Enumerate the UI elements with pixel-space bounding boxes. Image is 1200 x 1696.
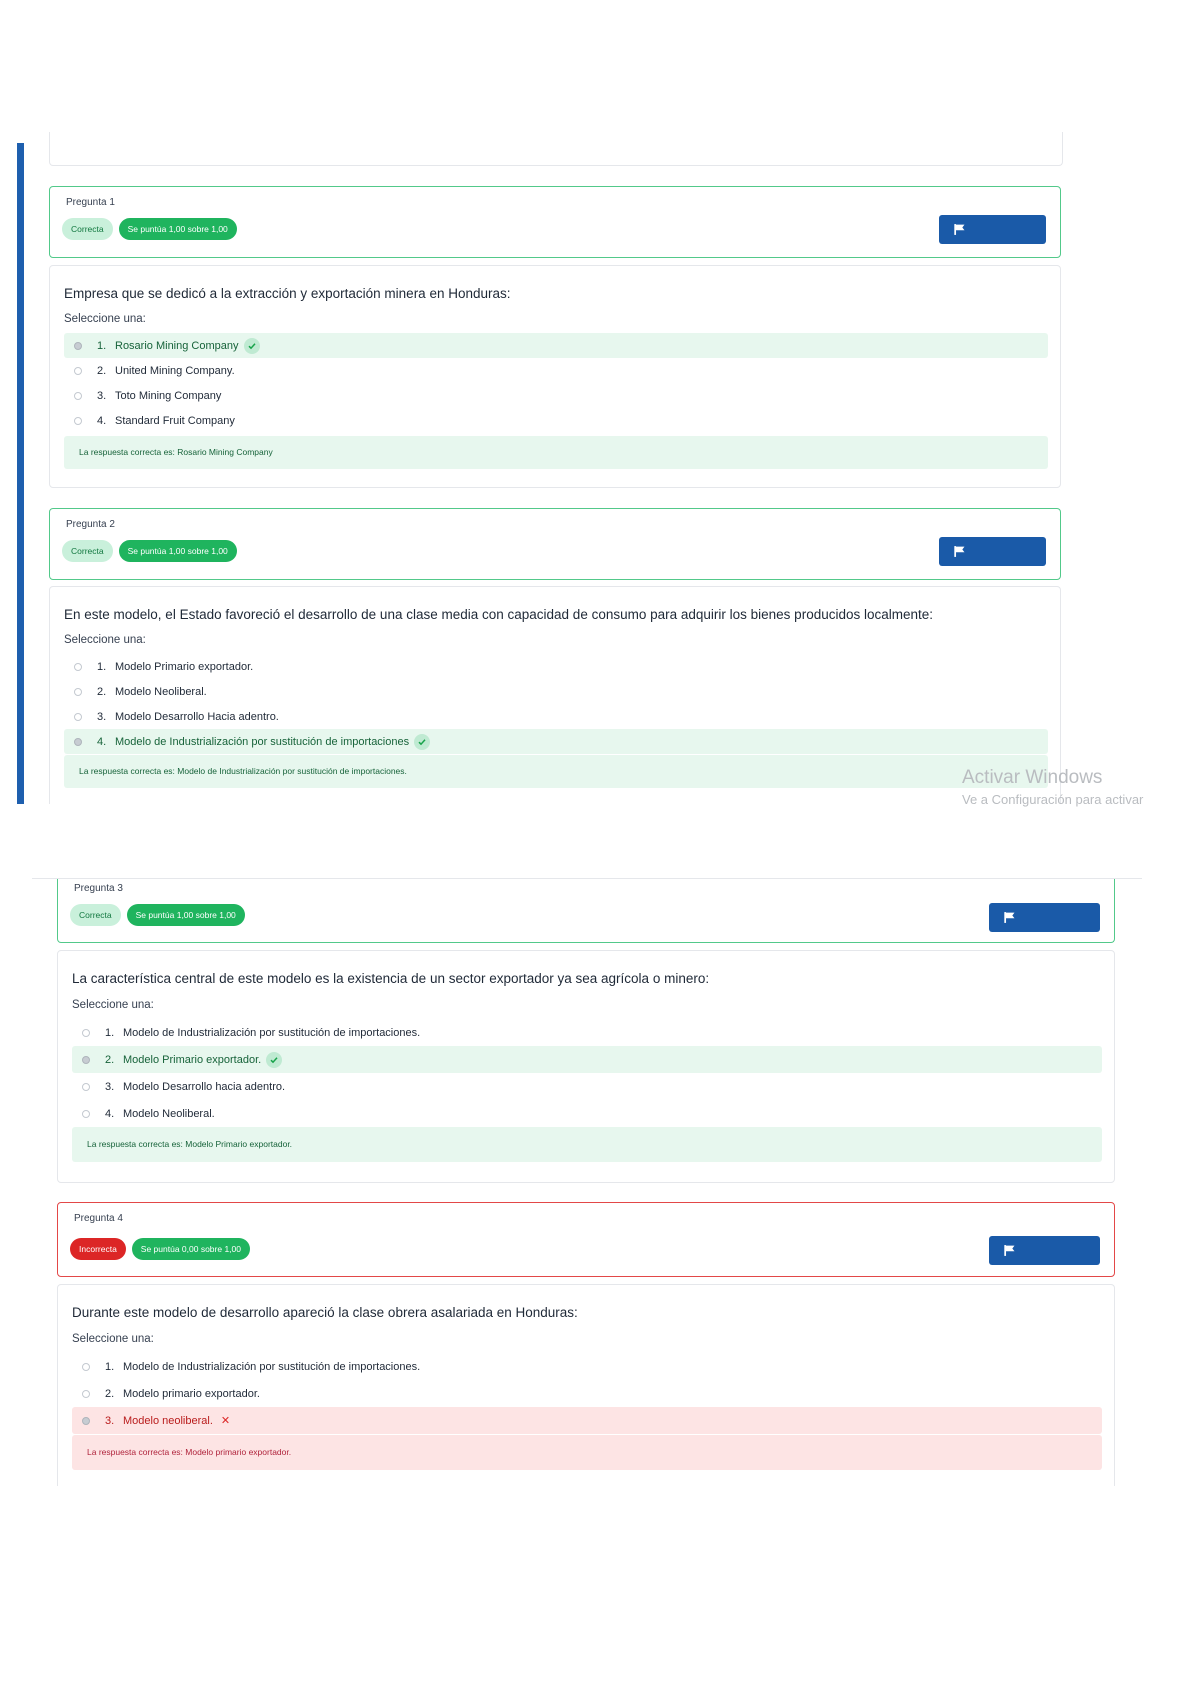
option-3[interactable] — [64, 704, 1048, 729]
question-prompt: Seleccione una: — [64, 634, 146, 646]
options-list — [72, 1353, 1102, 1434]
option-number: 1. — [105, 1026, 115, 1039]
radio-icon[interactable] — [74, 713, 82, 721]
check-icon — [244, 338, 260, 354]
score-badge: Se puntúa 1,00 sobre 1,00 — [119, 540, 237, 562]
status-badge: Correcta — [70, 904, 121, 926]
option-label: Modelo neoliberal. — [123, 1414, 213, 1427]
question-text: En este modelo, el Estado favoreció el desarrollo de una clase media con capacidad de consumo para adquirir los bienes producidos localmente: — [64, 607, 934, 622]
check-icon — [414, 734, 430, 750]
flag-question-button[interactable] — [939, 215, 1046, 244]
radio-icon[interactable] — [82, 1363, 90, 1371]
flag-question-button[interactable] — [989, 903, 1100, 932]
option-1[interactable] — [64, 333, 1048, 358]
option-1[interactable] — [72, 1019, 1102, 1046]
radio-icon[interactable] — [82, 1083, 90, 1091]
option-3[interactable] — [64, 383, 1048, 408]
left-accent-bar — [17, 143, 24, 804]
option-2[interactable] — [72, 1380, 1102, 1407]
check-icon — [266, 1052, 282, 1068]
flag-icon — [953, 223, 966, 236]
status-badge: Incorrecta — [70, 1238, 126, 1260]
option-number: 3. — [105, 1414, 115, 1427]
watermark-title: Activar Windows — [962, 767, 1103, 788]
option-label: Modelo Primario exportador. — [123, 1053, 262, 1066]
status-badge: Correcta — [62, 218, 113, 240]
option-label: Modelo Desarrollo Hacia adentro. — [115, 710, 279, 723]
option-label: Modelo de Industrialización por sustitución de importaciones — [115, 735, 410, 748]
option-label: Rosario Mining Company — [115, 339, 239, 352]
option-number: 2. — [97, 685, 107, 698]
option-label: Toto Mining Company — [115, 389, 222, 402]
option-number: 3. — [97, 389, 107, 402]
score-badge: Se puntúa 1,00 sobre 1,00 — [127, 904, 245, 926]
flag-question-button[interactable] — [939, 537, 1046, 566]
option-number: 4. — [97, 735, 107, 748]
option-2[interactable] — [64, 358, 1048, 383]
radio-icon[interactable] — [74, 417, 82, 425]
question-2-header — [49, 508, 1061, 580]
radio-icon[interactable] — [74, 367, 82, 375]
score-badge: Se puntúa 1,00 sobre 1,00 — [119, 218, 237, 240]
radio-icon[interactable] — [82, 1390, 90, 1398]
question-text: La característica central de este modelo es la existencia de un sector exportador ya sea agrícola o minero: — [72, 971, 710, 986]
radio-icon[interactable] — [82, 1056, 90, 1064]
question-number: Pregunta 1 — [66, 197, 115, 208]
option-number: 4. — [105, 1107, 115, 1120]
question-1-body — [49, 265, 1061, 488]
question-4-body — [57, 1284, 1115, 1486]
radio-icon[interactable] — [82, 1110, 90, 1118]
option-number: 1. — [97, 339, 107, 352]
option-3[interactable] — [72, 1407, 1102, 1434]
option-2[interactable] — [64, 679, 1048, 704]
question-text: Durante este modelo de desarrollo apareció la clase obrera asalariada en Honduras: — [72, 1305, 578, 1320]
radio-icon[interactable] — [74, 688, 82, 696]
option-label: Modelo Neoliberal. — [115, 685, 207, 698]
option-number: 1. — [105, 1360, 115, 1373]
options-list — [64, 654, 1048, 754]
question-number: Pregunta 3 — [74, 883, 123, 894]
options-list — [64, 333, 1048, 433]
option-label: United Mining Company. — [115, 364, 235, 377]
option-4[interactable] — [72, 1100, 1102, 1127]
option-number: 2. — [105, 1053, 115, 1066]
option-number: 3. — [105, 1080, 115, 1093]
question-prompt: Seleccione una: — [64, 313, 146, 325]
option-label: Modelo Primario exportador. — [115, 660, 254, 673]
radio-icon[interactable] — [74, 663, 82, 671]
option-1[interactable] — [64, 654, 1048, 679]
radio-icon[interactable] — [74, 392, 82, 400]
option-3[interactable] — [72, 1073, 1102, 1100]
correct-answer-feedback: La respuesta correcta es: Modelo primario exportador. — [72, 1435, 1102, 1470]
question-4-header — [57, 1202, 1115, 1277]
correct-answer-feedback: La respuesta correcta es: Rosario Mining Company — [64, 436, 1048, 469]
flag-icon — [1003, 1244, 1016, 1257]
radio-icon[interactable] — [82, 1029, 90, 1037]
question-2-body — [49, 586, 1061, 804]
option-label: Modelo primario exportador. — [123, 1387, 260, 1400]
option-2[interactable] — [72, 1046, 1102, 1073]
option-label: Modelo de Industrialización por sustitución de importaciones. — [123, 1360, 421, 1373]
question-1-header — [49, 186, 1061, 258]
option-4[interactable] — [64, 408, 1048, 433]
option-label: Modelo de Industrialización por sustitución de importaciones. — [123, 1026, 421, 1039]
option-label: Modelo Neoliberal. — [123, 1107, 215, 1120]
option-4[interactable] — [64, 729, 1048, 754]
windows-activation-watermark — [962, 767, 1143, 807]
option-number: 2. — [97, 364, 107, 377]
question-3-header — [57, 879, 1115, 943]
option-1[interactable] — [72, 1353, 1102, 1380]
question-number: Pregunta 4 — [74, 1213, 123, 1224]
option-number: 3. — [97, 710, 107, 723]
flag-icon — [953, 545, 966, 558]
radio-icon[interactable] — [82, 1417, 90, 1425]
status-badge: Correcta — [62, 540, 113, 562]
flag-question-button[interactable] — [989, 1236, 1100, 1265]
question-number: Pregunta 2 — [66, 519, 115, 530]
option-number: 2. — [105, 1387, 115, 1400]
watermark-subtitle: Ve a Configuración para activar — [962, 792, 1144, 807]
option-label: Modelo Desarrollo hacia adentro. — [123, 1080, 286, 1093]
radio-icon[interactable] — [74, 738, 82, 746]
previous-card-edge — [49, 132, 1063, 166]
correct-answer-feedback: La respuesta correcta es: Modelo Primario exportador. — [72, 1127, 1102, 1162]
question-3-body — [57, 950, 1115, 1183]
option-number: 1. — [97, 660, 107, 673]
cross-icon: ✕ — [220, 1415, 231, 1427]
flag-icon — [1003, 911, 1016, 924]
correct-answer-feedback: La respuesta correcta es: Modelo de Industrialización por sustitución de importaciones. — [64, 755, 1048, 788]
radio-icon[interactable] — [74, 342, 82, 350]
question-text: Empresa que se dedicó a la extracción y exportación minera en Honduras: — [64, 286, 511, 301]
question-prompt: Seleccione una: — [72, 1333, 154, 1345]
option-label: Standard Fruit Company — [115, 414, 235, 427]
option-number: 4. — [97, 414, 107, 427]
options-list — [72, 1019, 1102, 1127]
question-prompt: Seleccione una: — [72, 999, 154, 1011]
score-badge: Se puntúa 0,00 sobre 1,00 — [132, 1238, 250, 1260]
